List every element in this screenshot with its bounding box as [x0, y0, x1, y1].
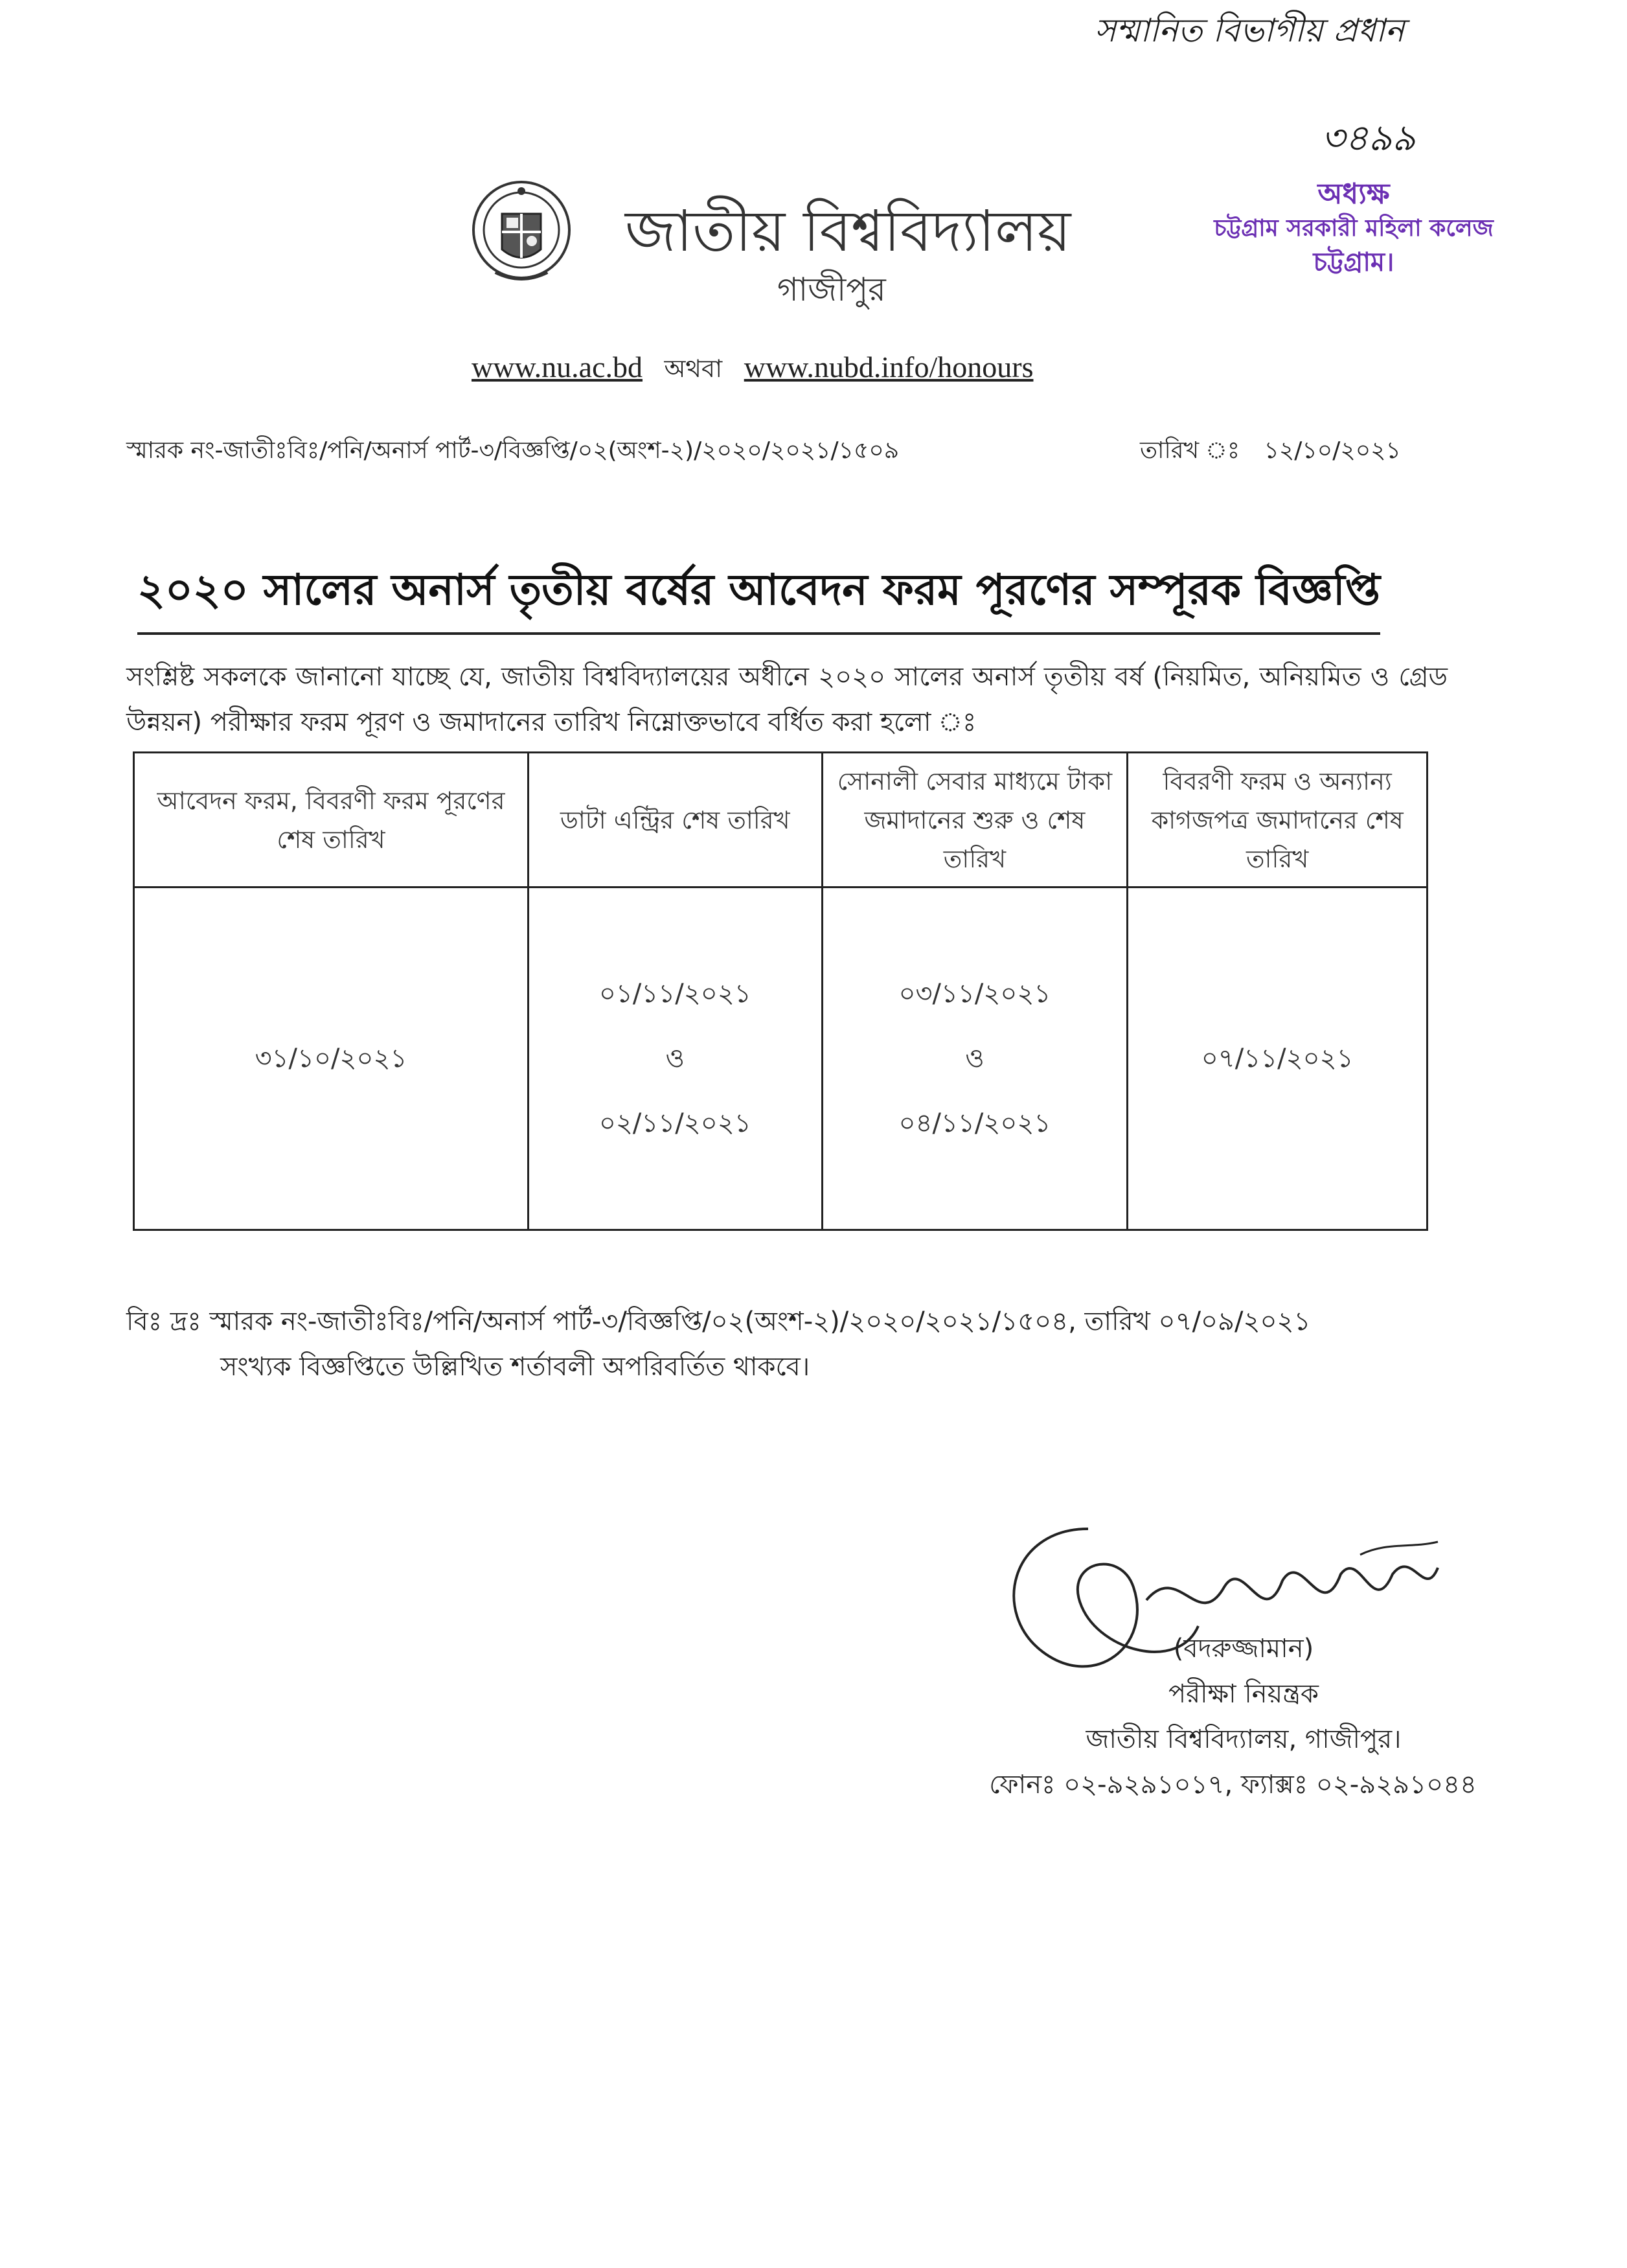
notice-body: সংশ্লিষ্ট সকলকে জানানো যাচ্ছে যে, জাতীয় বিশ্ববিদ্যালয়ের অধীনে ২০২০ সালের অনার্স তৃতীয় বর্ষ (নিয়মিত, অনিয়মিত ও গ্রেড উন্নয়ন) পরীক্ষার ফরম পূরণ ও জমাদানের তারিখ নিম্নোক্তভাবে বর্ধিত করা হলো ঃ	[126, 662, 1448, 737]
payment-and: ও	[965, 1044, 984, 1073]
stamp-line-1: অধ্যক্ষ	[1317, 178, 1390, 211]
or-text: অথবা	[664, 354, 723, 383]
signatory-designation: পরীক্ষা নিয়ন্ত্রক	[1168, 1679, 1319, 1709]
table-header-row	[134, 753, 1428, 888]
data-entry-start: ০১/১১/২০২১	[598, 979, 751, 1009]
handwritten-number: ৩৪৯৯	[1321, 117, 1416, 159]
schedule-table	[133, 751, 1428, 1231]
note-line-2: সংখ্যক বিজ্ঞপ্তিতে উল্লিখিত শর্তাবলী অপরিবর্তিত থাকবে।	[220, 1352, 810, 1382]
memo-date	[1140, 433, 1401, 472]
payment-dates	[822, 888, 1128, 1230]
header-sonali-payment-dates: সোনালী সেবার মাধ্যমে টাকা জমাদানের শুরু ও শেষ তারিখ	[822, 753, 1128, 888]
notice-title: ২০২০ সালের অনার্স তৃতীয় বর্ষের আবেদন ফরম পূরণের সম্পূরক বিজ্ঞপ্তি	[137, 557, 1380, 635]
header-data-entry-deadline: ডাটা এন্ট্রির শেষ তারিখ	[529, 753, 823, 888]
memo-date-label: তারিখ ঃ	[1140, 437, 1240, 464]
payment-start: ০৩/১১/২০২১	[898, 979, 1051, 1009]
data-entry-dates	[529, 888, 823, 1230]
stamp-line-3: চট্টগ্রাম।	[1313, 247, 1394, 277]
application-deadline-date: ৩১/১০/২০২১	[134, 888, 529, 1230]
university-logo	[470, 175, 573, 285]
handwritten-note: সম্মানিত বিভাগীয় প্রধান	[1095, 12, 1405, 49]
university-name: জাতীয় বিশ্ববিদ্যালয়	[625, 198, 1071, 264]
website-link-nubd[interactable]: www.nubd.info/honours	[744, 350, 1034, 384]
memo-date-value: ১২/১০/২০২১	[1264, 437, 1401, 464]
signatory-name: (বদরুজ্জামান)	[1173, 1634, 1314, 1664]
university-city: গাজীপুর	[777, 271, 886, 308]
table-row	[134, 888, 1428, 1230]
data-entry-and: ও	[665, 1044, 685, 1073]
header-application-deadline: আবেদন ফরম, বিবরণী ফরম পূরণের শেষ তারিখ	[134, 753, 529, 888]
principal-stamp	[1198, 175, 1509, 280]
note-line-1: বিঃ দ্রঃ স্মারক নং-জাতীঃবিঃ/পনি/অনার্স পার্ট-৩/বিজ্ঞপ্তি/০২(অংশ-২)/২০২০/২০২১/১৫০৪, তারিখ ০৭/০৯/২০২১	[126, 1307, 1311, 1336]
memo-reference: স্মারক নং-জাতীঃবিঃ/পনি/অনার্স পার্ট-৩/বিজ্ঞপ্তি/০২(অংশ-২)/২০২০/২০২১/১৫০৯	[126, 437, 900, 464]
signatory-office: জাতীয় বিশ্ববিদ্যালয়, গাজীপুর।	[1086, 1724, 1402, 1754]
documents-deadline-date: ০৭/১১/২০২১	[1128, 888, 1428, 1230]
website-link-nu[interactable]: www.nu.ac.bd	[472, 350, 643, 384]
payment-end: ০৪/১১/২০২১	[898, 1108, 1051, 1138]
data-entry-end: ০২/১১/২০২১	[598, 1108, 751, 1138]
header-documents-deadline: বিবরণী ফরম ও অন্যান্য কাগজপত্র জমাদানের শেষ তারিখ	[1128, 753, 1428, 888]
signatory-contact: ফোনঃ ০২-৯২৯১০১৭, ফ্যাক্সঃ ০২-৯২৯১০৪৪	[989, 1770, 1477, 1800]
stamp-line-2: চট্টগ্রাম সরকারী মহিলা কলেজ	[1214, 215, 1494, 242]
website-links	[472, 350, 1034, 391]
